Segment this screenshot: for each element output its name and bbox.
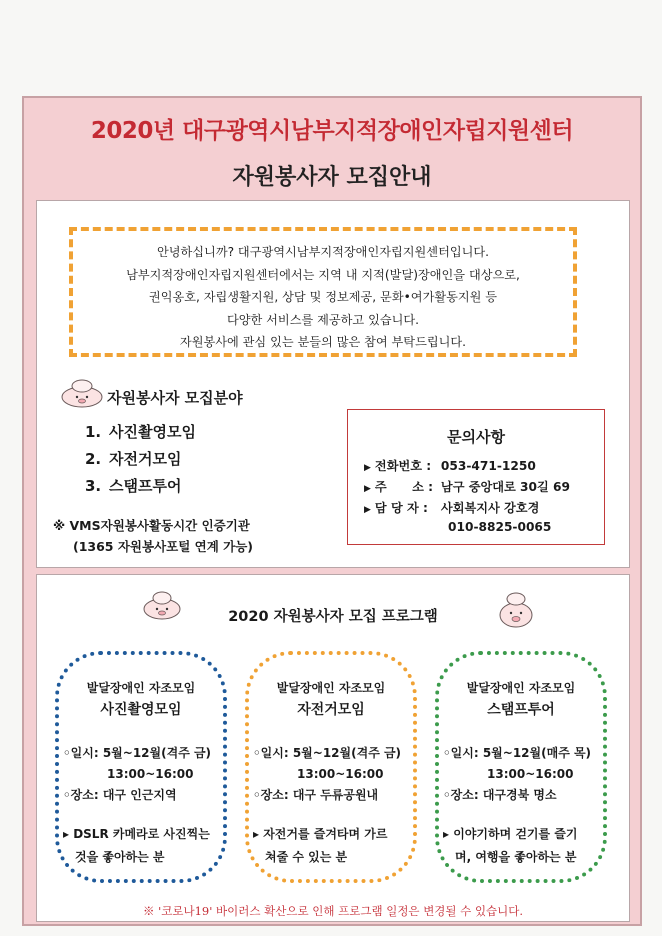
- intro-line: 자원봉사에 관심 있는 분들의 많은 참여 부탁드립니다.: [179, 335, 467, 349]
- schedule-change-notice: ※ '코로나19' 바이러스 확산으로 인해 프로그램 일정은 변경될 수 있습니다.: [142, 904, 524, 918]
- vms-certification-note: ※ VMS자원봉사활동시간 인증기관 (1365 자원봉사포털 연계 가능): [53, 518, 254, 554]
- contact-box: [347, 409, 605, 545]
- piglet-icon: [57, 377, 107, 409]
- program-name: 사진촬영모임: [100, 702, 182, 718]
- contact-manager: ▶ 담 당 자 : 사회복지사 강호경: [364, 501, 540, 515]
- intro-line: 남부지적장애인자립지원센터에서는 지역 내 지적(발달)장애인을 대상으로,: [126, 267, 520, 282]
- recruit-fields-list: [85, 421, 196, 502]
- info-panel: [36, 200, 630, 568]
- contact-mobile: 010-8825-0065: [448, 520, 552, 534]
- poster: [22, 96, 642, 926]
- programs-title: 2020 자원봉사자 모집 프로그램: [228, 609, 438, 625]
- list-item: 2. 자전거모임: [85, 450, 182, 468]
- contact-title: 문의사항: [447, 428, 505, 446]
- bullet-triangle-icon: ▶: [364, 463, 371, 473]
- list-item: 1. 사진촬영모임: [85, 423, 196, 441]
- bullet-triangle-icon: ▶: [364, 505, 371, 515]
- program-card-photo: 발달장애인 자조모임 사진촬영모임 ◦일시: 5월~12월(격주 금) 13:00~16:00 ◦장소: 대구 인근지역 ▸ DSLR 카메라로 사진찍는 것을 좋아하는 분: [55, 651, 227, 883]
- intro-line: 권익옹호, 자립생활지원, 상담 및 정보제공, 문화•여가활동지원 등: [148, 290, 498, 304]
- program-name: 자전거모임: [297, 702, 365, 718]
- program-name: 스탬프투어: [487, 702, 555, 718]
- page-subtitle: 자원봉사자 모집안내: [232, 165, 432, 190]
- list-item: 3. 스탬프투어: [85, 477, 182, 495]
- programs-panel: [36, 574, 630, 922]
- intro-box: [69, 227, 577, 357]
- recruit-fields-title: 자원봉사자 모집분야: [107, 389, 243, 407]
- program-card-stamp-tour: 발달장애인 자조모임 스탬프투어 ◦일시: 5월~12월(매주 목) 13:00~16:00 ◦장소: 대구경북 명소 ▸ 이야기하며 걷기를 즐기 며, 여행을 좋아하는 분: [435, 651, 607, 883]
- intro-line: 안녕하십니까? 대구광역시남부지적장애인자립지원센터입니다.: [156, 245, 490, 259]
- program-card-bicycle: 발달장애인 자조모임 자전거모임 ◦일시: 5월~12월(격주 금) 13:00~16:00 ◦장소: 대구 두류공원내 ▸ 자전거를 즐겨타며 가르 쳐줄 수 있는 분: [245, 651, 417, 883]
- page-title: 2020년 대구광역시남부지적장애인자립지원센터: [90, 118, 574, 144]
- contact-address: ▶ 주 소 : 남구 중앙대로 30길 69: [364, 480, 570, 494]
- contact-phone: ▶ 전화번호 : 053-471-1250: [364, 459, 536, 473]
- intro-line: 다양한 서비스를 제공하고 있습니다.: [226, 312, 420, 327]
- bullet-triangle-icon: ▶: [364, 484, 371, 494]
